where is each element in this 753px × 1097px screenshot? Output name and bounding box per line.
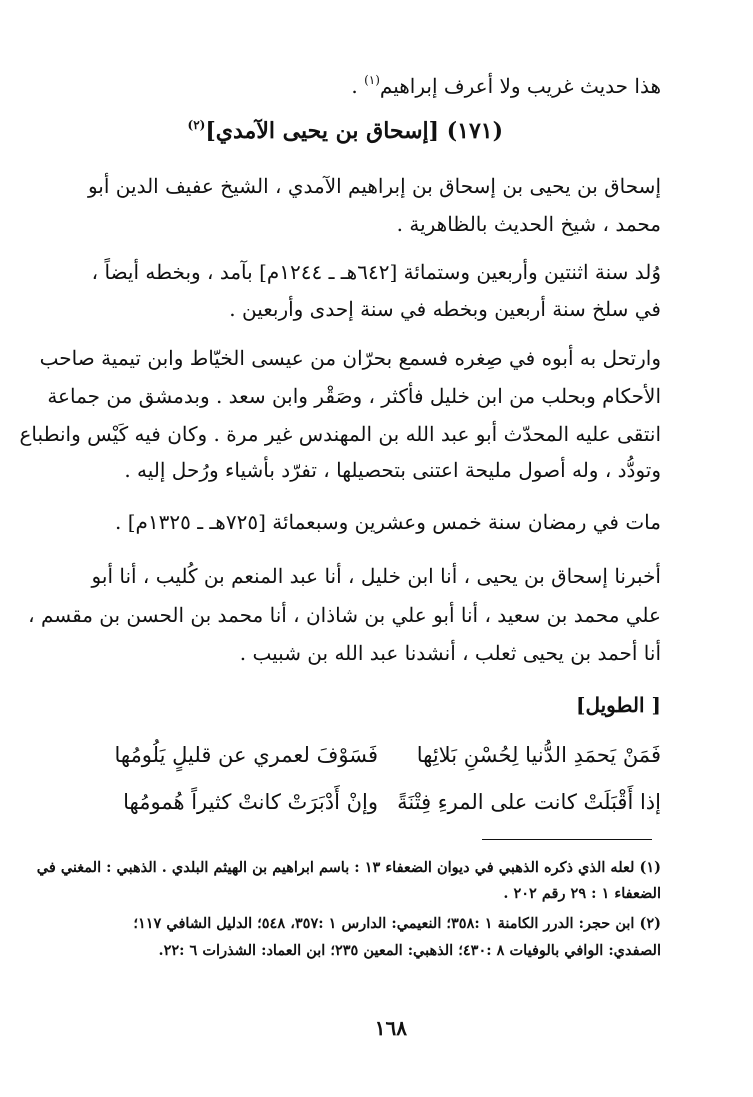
- body-line-5: وارتحل به أبوه في صِغره فسمع بحرّان من عيسى الخيّاط وابن تيمية صاحب: [39, 346, 661, 370]
- intro-text: هذا حديث غريب ولا أعرف إبراهيم: [379, 74, 661, 98]
- isnad-line-3: أنا أحمد بن يحيى ثعلب ، أنشدنا عبد الله بن شبيب .: [239, 641, 661, 665]
- body-line-7: انتقى عليه المحدّث أبو عبد الله بن المهندس غير مرة . وكان فيه كَيْس وانطباع: [19, 422, 661, 446]
- footnote-1-line-1: (١) لعله الذي ذكره الذهبي في ديوان الضعفاء ١٣ : باسم ابراهيم بن الهيثم البلدي . الذهبي : المغني في: [36, 859, 661, 876]
- footnote-divider: [482, 839, 652, 840]
- verse-1-first-hemistich: فَمَنْ يَحمَدِ الدُّنيا لِحُسْنِ بَلائِها: [416, 743, 661, 767]
- verse-2-second-hemistich: وإنْ أَدْبَرَتْ كانتْ كثيراً هُمومُها: [123, 790, 378, 814]
- body-line-4: في سلخ سنة أربعين وبخطه في سنة إحدى وأربعين .: [229, 297, 661, 321]
- footnote-2-line-2: الصفدي: الوافي بالوفيات ٨ :٤٣٠؛ الذهبي: المعين ٢٣٥؛ ابن العماد: الشذرات ٦ :٢٢.: [158, 942, 661, 959]
- body-line-6: الأحكام وبحلب من ابن خليل فأكثر ، وصَقْر وابن سعد . وبدمشق من جماعة: [47, 384, 661, 408]
- entry-heading: (١٧١) [إسحاق بن يحيى الآمدي]: [205, 118, 503, 144]
- isnad-line-1: أخبرنا إسحاق بن يحيى ، أنا ابن خليل ، أنا عبد المنعم بن كُليب ، أنا أبو: [91, 564, 661, 588]
- body-line-8: وتودُّد ، وله أصول مليحة اعتنى بتحصيلها ، تفرّد بأشياء ورُحل إليه .: [124, 458, 661, 482]
- poem-meter: [ الطويل]: [576, 693, 661, 717]
- verse-2-first-hemistich: إذا أَقْبَلَتْ كانت على المرءِ فِتْنَةً: [397, 790, 661, 814]
- verse-1-second-hemistich: فَسَوْفَ لعمري عن قليلٍ يَلُومُها: [114, 743, 378, 767]
- page-number: ١٦٨: [374, 1016, 407, 1040]
- footnote-2-line-1: (٢) ابن حجر: الدرر الكامنة ١ :٣٥٨؛ النعيمي: الدارس ١ :٣٥٧، ٥٤٨؛ الدليل الشافي ١١٧؛: [133, 915, 661, 932]
- intro-end: .: [351, 74, 365, 98]
- death-line: مات في رمضان سنة خمس وعشرين وسبعمائة [٧٢٥هـ ـ ١٣٢٥م] .: [114, 510, 661, 534]
- footnote-ref-1: (١): [364, 73, 380, 87]
- body-line-2: محمد ، شيخ الحديث بالظاهرية .: [396, 212, 661, 236]
- entry-title: [188, 118, 503, 144]
- body-line-3: وُلد سنة اثنتين وأربعين وستمائة [٦٤٢هـ ـ ١٢٤٤م] بآمد ، وبخطه أيضاً ،: [91, 260, 661, 284]
- body-line-1: إسحاق بن يحيى بن إسحاق بن إبراهيم الآمدي ، الشيخ عفيف الدين أبو: [87, 174, 661, 198]
- isnad-line-2: علي محمد بن سعيد ، أنا أبو علي بن شاذان ، أنا محمد بن الحسن بن مقسم ،: [28, 603, 661, 627]
- intro-line: [351, 74, 661, 96]
- footnote-1-line-2: الضعفاء ١ : ٢٩ رقم ٢٠٢ .: [503, 885, 661, 902]
- footnote-ref-2: (٢): [187, 118, 206, 132]
